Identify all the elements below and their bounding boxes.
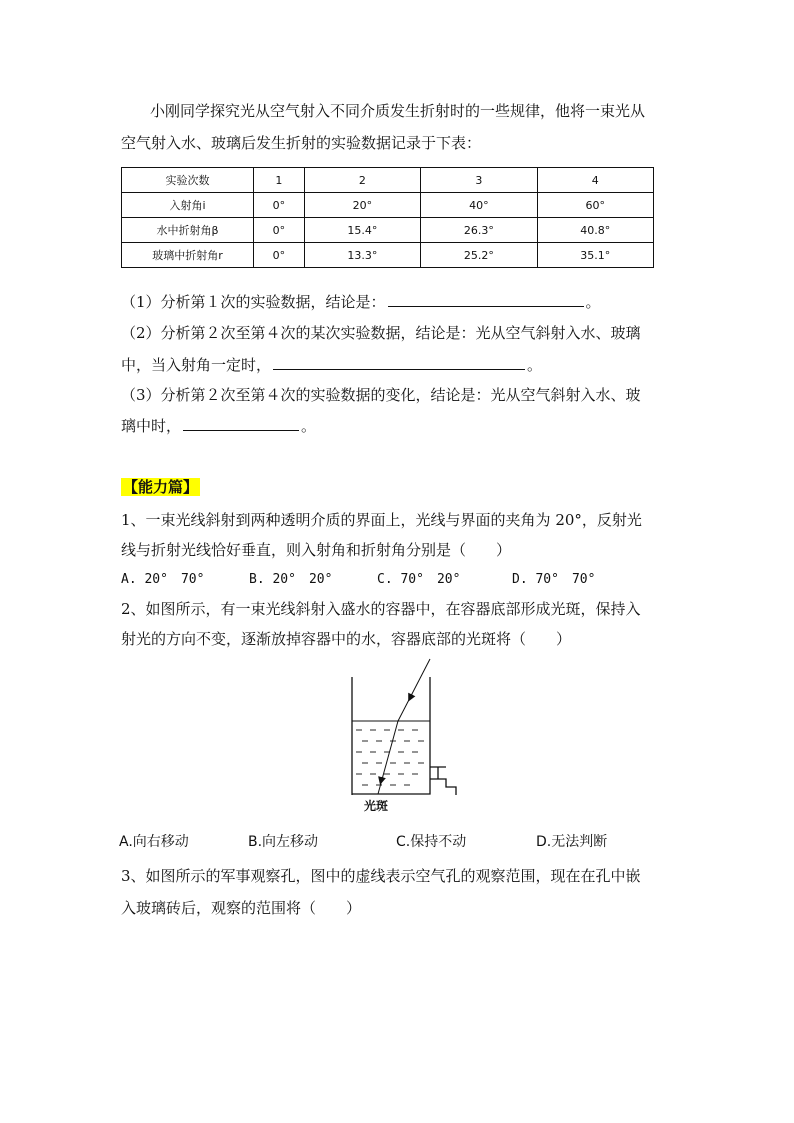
table-cell: 13.3° <box>304 243 420 268</box>
question-2-line-1: （2）分析第２次至第４次的某次实验数据，结论是：光从空气斜射入水、玻璃 <box>121 324 641 342</box>
table-row <box>122 218 654 243</box>
question-2-line-2 <box>121 354 542 375</box>
table-header-cell: 3 <box>421 168 537 193</box>
table-cell: 0° <box>254 218 305 243</box>
problem-3-line-2: 入玻璃砖后，观察的范围将（ ） <box>121 899 362 917</box>
table-cell: 25.2° <box>421 243 537 268</box>
question-1 <box>121 291 601 312</box>
drain-tap[interactable] <box>430 767 456 795</box>
table-cell: 水中折射角β <box>122 218 254 243</box>
experiment-data-table <box>121 167 654 268</box>
question-1-text: （1）分析第１次的实验数据，结论是： <box>121 293 386 311</box>
intro-line-2: 空气射入水、玻璃后发生折射的实验数据记录于下表： <box>121 134 482 152</box>
table-header-cell: 2 <box>304 168 420 193</box>
problem-2-line-1: 2、如图所示，有一束光线斜射入盛水的容器中，在容器底部形成光斑，保持入 <box>121 600 641 618</box>
table-cell: 玻璃中折射角r <box>122 243 254 268</box>
table-header-cell: 1 <box>254 168 305 193</box>
table-cell: 0° <box>254 193 305 218</box>
table-header-cell: 4 <box>537 168 653 193</box>
table-header-row <box>122 168 654 193</box>
light-spot-label: 光斑 <box>364 799 389 813</box>
section-tag-ability: 【能力篇】 <box>123 478 199 496</box>
question-3-end: 。 <box>301 417 317 435</box>
question-2-text: 中，当入射角一定时， <box>121 356 272 374</box>
problem-2-line-2: 射光的方向不变，逐渐放掉容器中的水，容器底部的光斑将（ ） <box>121 630 572 648</box>
table-cell: 60° <box>537 193 653 218</box>
incident-ray <box>398 659 430 721</box>
option-d[interactable]: D.无法判断 <box>536 834 608 850</box>
table-cell: 40° <box>421 193 537 218</box>
table-cell: 35.1° <box>537 243 653 268</box>
container-figure <box>340 655 470 795</box>
table-cell: 0° <box>254 243 305 268</box>
option-d[interactable]: D. 70° 70° <box>512 572 596 587</box>
problem-2-options <box>119 832 607 852</box>
option-c[interactable]: C. 70° 20° <box>377 572 461 587</box>
table-header-cell: 实验次数 <box>122 168 254 193</box>
problem-3-line-1: 3、如图所示的军事观察孔，图中的虚线表示空气孔的观察范围，现在在孔中嵌 <box>121 867 641 885</box>
answer-blank-1[interactable] <box>388 291 584 307</box>
option-b[interactable]: B.向左移动 <box>248 834 319 850</box>
question-1-end: 。 <box>585 293 601 311</box>
table-row <box>122 193 654 218</box>
problem-1-line-2: 线与折射光线恰好垂直，则入射角和折射角分别是（ ） <box>121 541 512 559</box>
answer-blank-2[interactable] <box>273 354 525 370</box>
option-a[interactable]: A. 20° 70° <box>121 572 205 587</box>
incident-ray-arrow <box>410 694 412 698</box>
question-2-end: 。 <box>527 356 543 374</box>
answer-blank-3[interactable] <box>183 415 299 431</box>
refracted-ray <box>378 721 398 794</box>
question-3-line-1: （3）分析第２次至第４次的实验数据的变化，结论是：光从空气斜射入水、玻 <box>121 386 641 404</box>
option-c[interactable]: C.保持不动 <box>396 834 467 850</box>
table-cell: 26.3° <box>421 218 537 243</box>
water-dashes <box>356 730 424 785</box>
problem-1-options <box>121 570 595 590</box>
table-row <box>122 243 654 268</box>
option-b[interactable]: B. 20° 20° <box>249 572 333 587</box>
container-walls <box>352 677 430 795</box>
question-3-text: 璃中时， <box>121 417 182 435</box>
option-a[interactable]: A.向右移动 <box>119 834 189 850</box>
table-cell: 入射角i <box>122 193 254 218</box>
table-cell: 40.8° <box>537 218 653 243</box>
intro-line-1: 小刚同学探究光从空气射入不同介质发生折射时的一些规律，他将一束光从 <box>150 102 646 120</box>
problem-1-line-1: 1、一束光线斜射到两种透明介质的界面上，光线与界面的夹角为 20°，反射光 <box>121 511 642 529</box>
question-3-line-2 <box>121 415 316 436</box>
table-cell: 20° <box>304 193 420 218</box>
table-cell: 15.4° <box>304 218 420 243</box>
